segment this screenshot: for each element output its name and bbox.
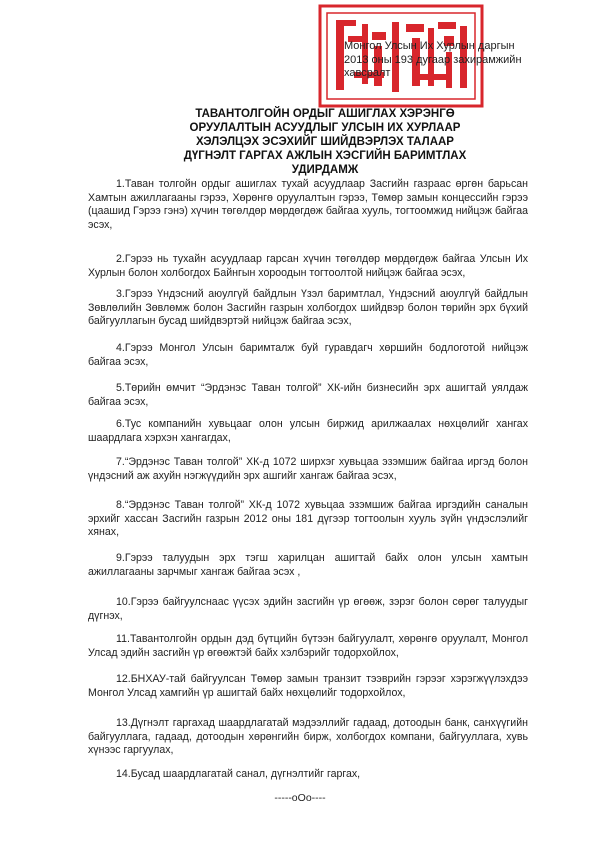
guideline-item-1: 1.Таван толгойн ордыг ашиглах тухай асуудлаар Засгийн газраас өргөн барьсан Хамтын ажиллагааны гэрээ, Хөрөнгө оруулалтын гэрээ, Төмөр замын концессийн гэрээ (цаашид Гэрээ гэнэ) хүчин төгөлдөр мөрдөгдөж байгаа хууль, тогтоомжид нийцэж байгаа эсэх, — [88, 178, 528, 231]
guideline-item-2: 2.Гэрээ нь тухайн асуудлаар гарсан хүчин төгөлдөр мөрдөгдөж байгаа Улсын Их Хурлын болон холбогдох Байнгын хороодын тогтоолтой нийцэж байгаа эсэх, — [88, 253, 528, 279]
title-line: ДҮГНЭЛТ ГАРГАХ АЖЛЫН ХЭСГИЙН БАРИМТЛАХ — [183, 150, 467, 162]
guideline-item-10: 10.Гэрээ байгуулснаас үүсэх эдийн засгийн үр өгөөж, зэрэг болон сөрөг талуудыг дүгнэх, — [88, 596, 528, 622]
document-title — [150, 107, 500, 177]
note-line: 2013 оны 193 дугаар захирамжийн — [344, 53, 522, 66]
guideline-item-4: 4.Гэрээ Монгол Улсын баримталж буй гуравдагч хөршийн бодлоготой нийцэж байгаа эсэх, — [88, 342, 528, 368]
closing-ornament: -----oOo---- — [274, 792, 326, 804]
note-line: Монгол Улсын Их Хурлын даргын — [344, 40, 515, 52]
note-line: хавсралт — [344, 67, 391, 79]
guideline-item-11: 11.Тавантолгойн ордын дэд бүтцийн бүтээн байгуулалт, хөрөнгө оруулалт, Монгол Улсад эдийн засгийн үр өгөөжтэй байх хэлбэрийг тодорхойлох, — [88, 633, 528, 659]
guideline-item-12: 12.БНХАУ-тай байгуулсан Төмөр замын транзит тээврийн гэрээг хэрэгжүүлэхдээ Монгол Улсад хамгийн үр ашигтай байх нөхцөлийг тодорхойлох, — [88, 673, 528, 699]
guideline-item-13: 13.Дүгнэлт гаргахад шаардлагатай мэдээллийг гадаад, дотоодын банк, санхүүгийн байгууллага, гадаад, дотоодын хөрөнгийн бирж, холбогдох компани, байгууллага, хувь хүнээс гаргуулах, — [88, 717, 528, 756]
title-line: ХЭЛЭЛЦЭХ ЭСЭХИЙГ ШИЙДВЭРЛЭХ ТАЛААР — [196, 136, 454, 148]
guideline-item-9: 9.Гэрээ талуудын эрх тэгш харилцан ашигтай байх олон улсын хамтын ажиллагааны зарчмыг хангаж байгаа эсэх , — [88, 552, 528, 578]
guideline-item-3: 3.Гэрээ Үндэсний аюулгүй байдлын Үзэл баримтлал, Үндэсний аюулгүй байдлын Зөвлөлийн Зөвлөмж болон Засгийн газрын холбогдох шийдвэр болон төрийн эрх бүхий байгууллагын бусад шийдвэртэй нийцэж байгаа эсэх, — [88, 288, 528, 327]
guideline-item-7: 7.“Эрдэнэс Таван толгой” ХК-д 1072 ширхэг хувьцаа эзэмшиж байгаа иргэд болон үндэсний аж ахуйн нэгжүүдийн эрх ашгийг хангаж байгаа эсэх, — [88, 456, 528, 482]
title-line: УДИРДАМЖ — [291, 164, 359, 176]
guideline-item-6: 6.Тус компанийн хувьцааг олон улсын биржид арилжаалах нөхцөлийг хангах шаардлага хэрхэн хангагдах, — [88, 418, 528, 444]
title-line: ОРУУЛАЛТЫН АСУУДЛЫГ УЛСЫН ИХ ХУРЛААР — [189, 122, 461, 134]
title-line: ТАВАНТОЛГОЙН ОРДЫГ АШИГЛАХ ХЭРЭНГӨ — [195, 108, 455, 120]
guideline-item-14: 14.Бусад шаардлагатай санал, дүгнэлтийг гаргах, — [116, 768, 361, 780]
decree-attachment-note — [344, 40, 554, 81]
guideline-item-5: 5.Төрийн өмчит “Эрдэнэс Таван толгой” ХК-ийн бизнесийн эрх ашигтай уялдаж байгаа эсэх, — [88, 382, 528, 408]
guideline-item-8: 8.“Эрдэнэс Таван толгой” ХК-д 1072 хувьцаа эзэмшиж байгаа иргэдийн саналын эрхийг хассан Засгийн газрын 2012 оны 181 дүгээр тогтоолын хууль зүйн үндэслэлийг хянах, — [88, 499, 528, 538]
